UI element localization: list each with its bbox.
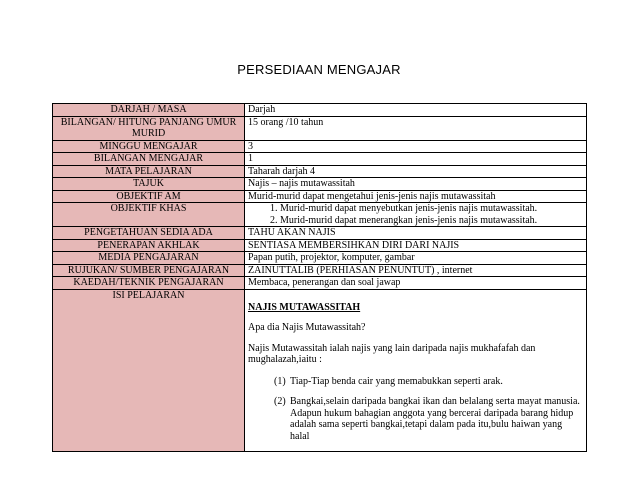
table-row <box>53 277 587 290</box>
row-label: PENGETAHUAN SEDIA ADA <box>53 227 245 240</box>
row-value: Darjah <box>245 104 587 117</box>
row-value: ZAINUTTALIB (PERHIASAN PENUNTUT) , internet <box>245 264 587 277</box>
row-value: Membaca, penerangan dan soal jawap <box>245 277 587 290</box>
table-row <box>53 190 587 203</box>
point-text: Bangkai,selain daripada bangkai ikan dan belalang serta mayat manusia. Adapun hukum bahagian anggota yang bercerai daripada barang hidup adalah sama seperti bangkai,tetapi dalam pada itu,bulu haiwan yang halal <box>290 396 580 442</box>
table-row <box>53 227 587 240</box>
table-row <box>53 289 587 452</box>
list-item <box>274 396 583 442</box>
row-label: OBJEKTIF AM <box>53 190 245 203</box>
row-label: DARJAH / MASA <box>53 104 245 117</box>
table-row <box>53 153 587 166</box>
list-item: 2. Murid-murid dapat menerangkan jenis-jenis najis mutawassitah. <box>280 215 583 227</box>
row-label: ISI PELAJARAN <box>53 289 245 452</box>
row-label: TAJUK <box>53 178 245 191</box>
row-value: SENTIASA MEMBERSIHKAN DIRI DARI NAJIS <box>245 239 587 252</box>
table-row <box>53 178 587 191</box>
table-row <box>53 104 587 117</box>
row-value: Murid-murid dapat mengetahui jenis-jenis najis mutawassitah <box>245 190 587 203</box>
row-label: PENERAPAN AKHLAK <box>53 239 245 252</box>
objective-list <box>248 203 583 226</box>
row-value: 1 <box>245 153 587 166</box>
point-number: (1) <box>274 375 286 387</box>
content-question: Apa dia Najis Mutawassitah? <box>248 322 366 333</box>
content-points <box>248 376 583 443</box>
row-label: MEDIA PENGAJARAN <box>53 252 245 265</box>
table-row <box>53 203 587 227</box>
row-value: Papan putih, projektor, komputer, gambar <box>245 252 587 265</box>
row-label: KAEDAH/TEKNIK PENGAJARAN <box>53 277 245 290</box>
lesson-plan-table <box>52 103 587 452</box>
table-row <box>53 165 587 178</box>
table-row <box>53 140 587 153</box>
table-row <box>53 116 587 140</box>
row-label: BILANGAN MENGAJAR <box>53 153 245 166</box>
row-value: Taharah darjah 4 <box>245 165 587 178</box>
content-heading: NAJIS MUTAWASSITAH <box>248 301 361 313</box>
row-label: RUJUKAN/ SUMBER PENGAJARAN <box>53 264 245 277</box>
table-row <box>53 239 587 252</box>
document-title: PERSEDIAAN MENGAJAR <box>237 62 401 77</box>
row-label: MATA PELAJARAN <box>53 165 245 178</box>
list-item: 1. Murid-murid dapat menyebutkan jenis-jenis najis mutawassitah. <box>280 203 583 215</box>
point-number: (2) <box>274 396 286 407</box>
row-value: TAHU AKAN NAJIS <box>245 227 587 240</box>
point-text: Tiap-Tiap benda cair yang memabukkan seperti arak. <box>290 375 503 387</box>
row-value: 15 orang /10 tahun <box>245 116 587 140</box>
row-label: MINGGU MENGAJAR <box>53 140 245 153</box>
row-label: OBJEKTIF KHAS <box>53 203 245 227</box>
row-label: BILANGAN/ HITUNG PANJANG UMUR MURID <box>53 116 245 140</box>
row-value: 3 <box>245 140 587 153</box>
table-row <box>53 252 587 265</box>
list-item <box>274 376 583 388</box>
row-value: Najis – najis mutawassitah <box>245 178 587 191</box>
content-intro: Najis Mutawassitah ialah najis yang lain daripada najis mukhafafah dan mughalazah,iaitu : <box>248 342 536 365</box>
lesson-content <box>245 289 587 452</box>
row-value <box>245 203 587 227</box>
table-row <box>53 264 587 277</box>
